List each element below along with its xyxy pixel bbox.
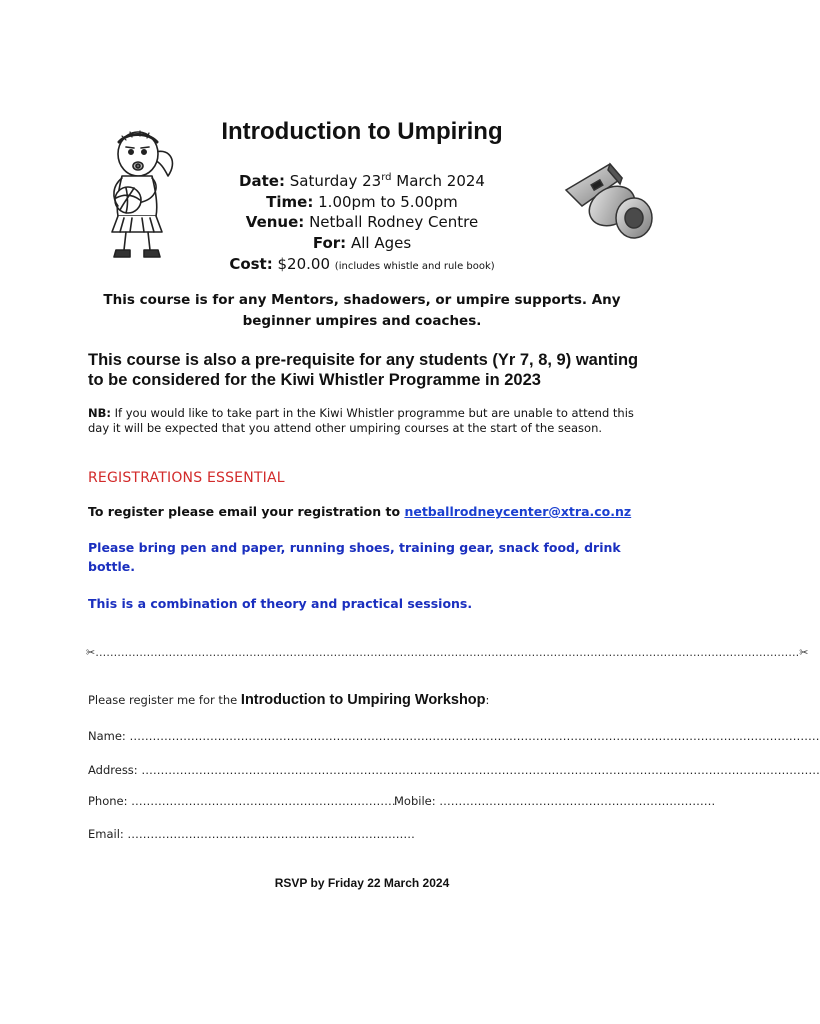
date-month: March 2024 (396, 172, 485, 190)
cut-here-line: ✂…………………………………………………………………………………………………………………………………………………………………………✂ (86, 646, 809, 659)
email-field[interactable]: Email: ………………………………………………………………… (88, 827, 415, 841)
registrations-heading: REGISTRATIONS ESSENTIAL (88, 470, 285, 486)
time-line (0, 193, 724, 211)
nb-paragraph (88, 406, 648, 436)
prerequisite-text: This course is also a pre-requisite for any students (Yr 7, 8, 9) wanting to be considered for the Kiwi Whistler Programme in 2023 (88, 351, 639, 389)
date-line (0, 172, 724, 190)
time-value: 1.00pm to 5.00pm (318, 193, 458, 211)
date-label: Date: (239, 172, 285, 190)
name-field[interactable]: Name: ……………………………………………………………………………………………………………………………………………………………… (88, 729, 820, 743)
form-intro-workshop: Introduction to Umpiring Workshop (240, 692, 486, 708)
nb-text: If you would like to take part in the Kiwi Whistler programme but are unable to attend this day it will be expected that you attend other umpiring courses at the start of the season. (88, 406, 634, 435)
cost-line (0, 255, 724, 273)
cost-value: $20.00 (277, 255, 331, 273)
address-field[interactable]: Address: …………………………………………………………………………………………………………………………………………………………… (88, 763, 820, 777)
bring-items-text: Please bring pen and paper, running shoes, training gear, snack food, drink bottle. (88, 540, 621, 574)
for-label: For: (312, 234, 347, 252)
mobile-field[interactable]: Mobile: ……………………………………………………………… (394, 794, 716, 808)
nb-label: NB: (88, 406, 111, 420)
session-type-text: This is a combination of theory and practical sessions. (88, 596, 473, 611)
register-text: To register please email your registration to (88, 504, 401, 519)
form-intro-colon: : (485, 693, 490, 707)
for-line (0, 234, 724, 252)
venue-value: Netball Rodney Centre (309, 213, 479, 231)
form-intro (88, 692, 489, 708)
date-suffix: rd (381, 172, 392, 183)
course-audience-text: This course is for any Mentors, shadowers, or umpire supports. Any beginner umpires and coaches. (103, 292, 621, 329)
date-value: Saturday 23 (289, 172, 382, 190)
cost-note: (includes whistle and rule book) (334, 261, 495, 272)
rsvp-text: RSVP by Friday 22 March 2024 (274, 876, 450, 890)
register-email-link[interactable]: netballrodneycenter@xtra.co.nz (404, 504, 632, 519)
phone-field[interactable]: Phone: …………………………………………………………… (88, 794, 396, 808)
for-value: All Ages (350, 234, 412, 252)
page-title: Introduction to Umpiring (221, 118, 503, 145)
venue-label: Venue: (245, 213, 305, 231)
venue-line (0, 213, 724, 231)
cost-label: Cost: (229, 255, 273, 273)
register-line (88, 504, 631, 519)
form-intro-pre: Please register me for the (88, 693, 238, 707)
time-label: Time: (266, 193, 314, 211)
